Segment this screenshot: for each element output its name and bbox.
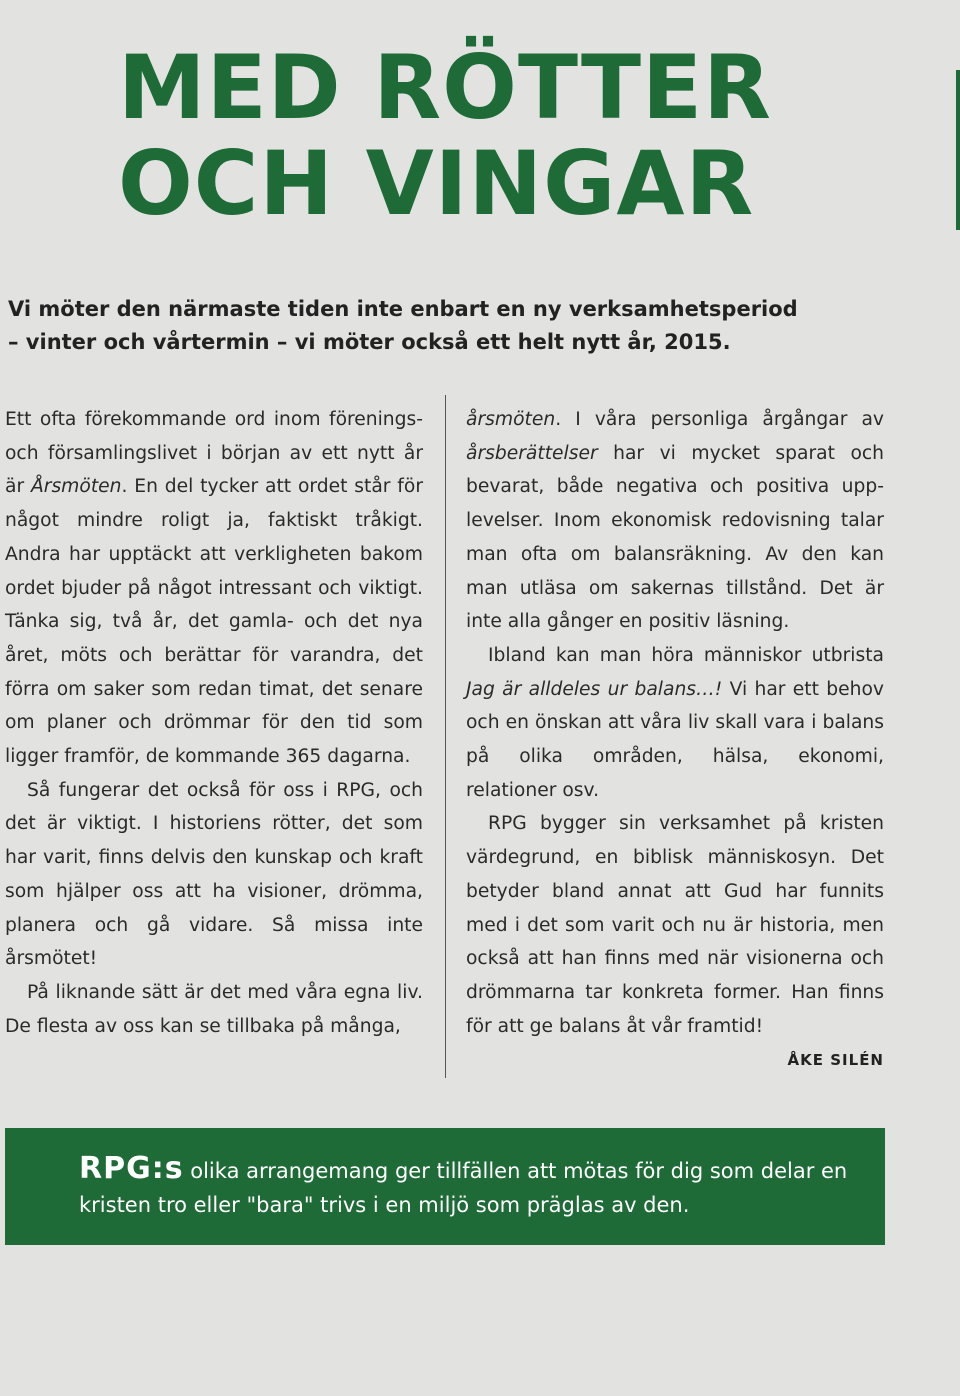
emphasis-text: Jag är alldeles ur balans…! — [466, 678, 723, 700]
body-paragraph: RPG bygger sin verksamhet på kristen värdegrund, en biblisk människosyn. Det betyder bland annat att Gud har funnits med i det som varit och nu är historia, men också att han finns med när visionerna och drömmarna tar konkreta former. Han finns för att ge balans åt vår framtid! — [466, 813, 884, 1037]
lead-line-2: – vinter och vårtermin – vi möter också ett helt nytt år, 2015. — [8, 330, 731, 354]
body-column-left — [5, 403, 423, 1043]
emphasis-text: årsberättelser — [466, 442, 598, 464]
body-paragraph: Så fungerar det också för oss i RPG, och det är viktigt. I historiens rötter, det som har varit, finns delvis den kunskap och kraft som hjälper oss att ha visioner, drömma, planera och gå vidare. Så missa inte årsmötet! — [5, 779, 423, 970]
body-paragraph — [5, 403, 423, 774]
body-column-right — [466, 403, 884, 1043]
article-lead — [8, 293, 908, 359]
emphasis-text: årsmöten — [466, 409, 556, 430]
banner-text — [79, 1152, 865, 1222]
body-paragraph: På liknande sätt är det med våra egna liv. De flesta av oss kan se tillbaka på många, — [5, 981, 423, 1037]
paragraph-text: . I våra personliga årgångar av — [555, 409, 884, 430]
paragraph-text: har vi mycket sparat och bevarat, både negativa och positiva upplevelser. Inom ekonomisk redovisning talar man ofta om balansräkning. Av den kan man utläsa om sakernas tillstånd. Det är inte alla gånger en positiv läsning. — [466, 442, 884, 633]
headline-line-1: MED RÖTTER — [118, 36, 772, 139]
emphasis-text: Årsmöten — [30, 476, 122, 498]
page-edge-marker — [956, 70, 960, 230]
headline-line-2: OCH VINGAR — [118, 132, 755, 235]
banner-brand: RPG:s — [79, 1151, 184, 1186]
body-paragraph — [466, 639, 884, 808]
article-headline — [118, 36, 772, 235]
paragraph-text: Ibland kan man höra människor utbrista — [488, 644, 884, 666]
lead-line-1: Vi möter den närmaste tiden inte enbart en ny verksamhetsperiod — [8, 297, 798, 321]
column-divider — [445, 395, 446, 1078]
body-paragraph — [466, 403, 884, 639]
author-signature: ÅKE SILÉN — [787, 1051, 884, 1069]
banner-message: olika arrangemang ger tillfällen att mötas för dig som delar en kristen tro eller "bara" trivs i en miljö som präglas av den. — [79, 1159, 848, 1217]
paragraph-text: . En del tycker att ordet står för något mindre roligt ja, faktiskt tråkigt. Andra har upptäckt att verkligheten bakom ordet bjuder på något intressant och viktigt. Tänka sig, två år, det gamla- och det nya året, möts och berättar för varandra, det förra om saker som redan timat, det senare om planer och drömmar för den tid som ligger framför, de kommande 365 dagarna. — [5, 476, 423, 768]
info-banner — [5, 1128, 885, 1245]
paragraph-text: Vi har ett behov och en önskan att våra liv skall vara i balans på olika områden, hälsa, ekonomi, relationer osv. — [466, 678, 884, 801]
paragraph-text: Ett ofta förekommande ord inom förenings- och församlingslivet i början av ett nytt år är — [5, 409, 423, 498]
